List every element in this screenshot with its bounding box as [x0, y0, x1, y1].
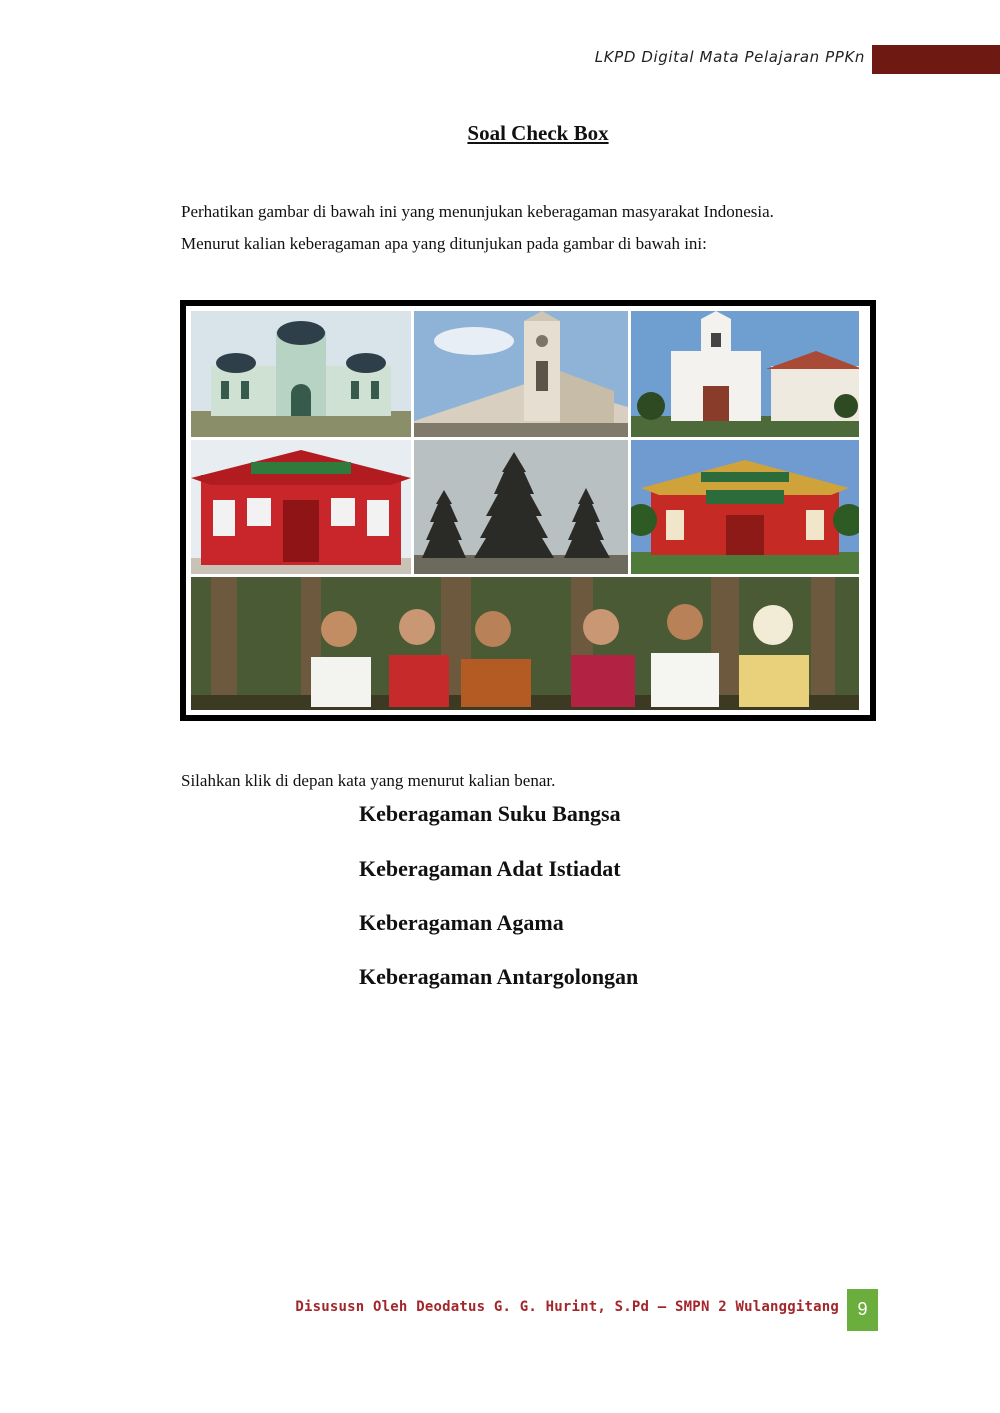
option-agama[interactable]: Keberagaman Agama [359, 910, 564, 935]
intro-line-2: Menurut kalian keberagaman apa yang ditunjukan pada gambar di bawah ini: [181, 234, 707, 253]
intro-paragraph [181, 196, 901, 260]
red-vihara-photo [191, 440, 411, 574]
page-number: 9 [847, 1289, 878, 1331]
klenteng-photo [631, 440, 859, 574]
balinese-pura-photo [414, 440, 628, 574]
option-antargolongan[interactable]: Keberagaman Antargolongan [359, 964, 639, 989]
collage-inner [186, 306, 870, 715]
intro-line-1: Perhatikan gambar di bawah ini yang menunjukan keberagaman masyarakat Indonesia. [181, 202, 774, 221]
header-title: LKPD Digital Mata Pelajaran PPKn [594, 48, 865, 66]
footer-credit: Disususn Oleh Deodatus G. G. Hurint, S.Pd – SMPN 2 Wulanggitang [295, 1299, 839, 1315]
diverse-children-photo [191, 577, 859, 710]
page-title: Soal Check Box [467, 121, 609, 145]
white-church-photo [631, 311, 859, 437]
option-suku-bangsa[interactable]: Keberagaman Suku Bangsa [359, 801, 621, 826]
modern-church-photo [414, 311, 628, 437]
instruction-text: Silahkan klik di depan kata yang menurut kalian benar. [181, 771, 556, 790]
header-accent-bar [872, 45, 1000, 74]
diversity-collage-image [180, 300, 876, 721]
mosque-photo [191, 311, 411, 437]
option-adat-istiadat[interactable]: Keberagaman Adat Istiadat [359, 856, 621, 881]
